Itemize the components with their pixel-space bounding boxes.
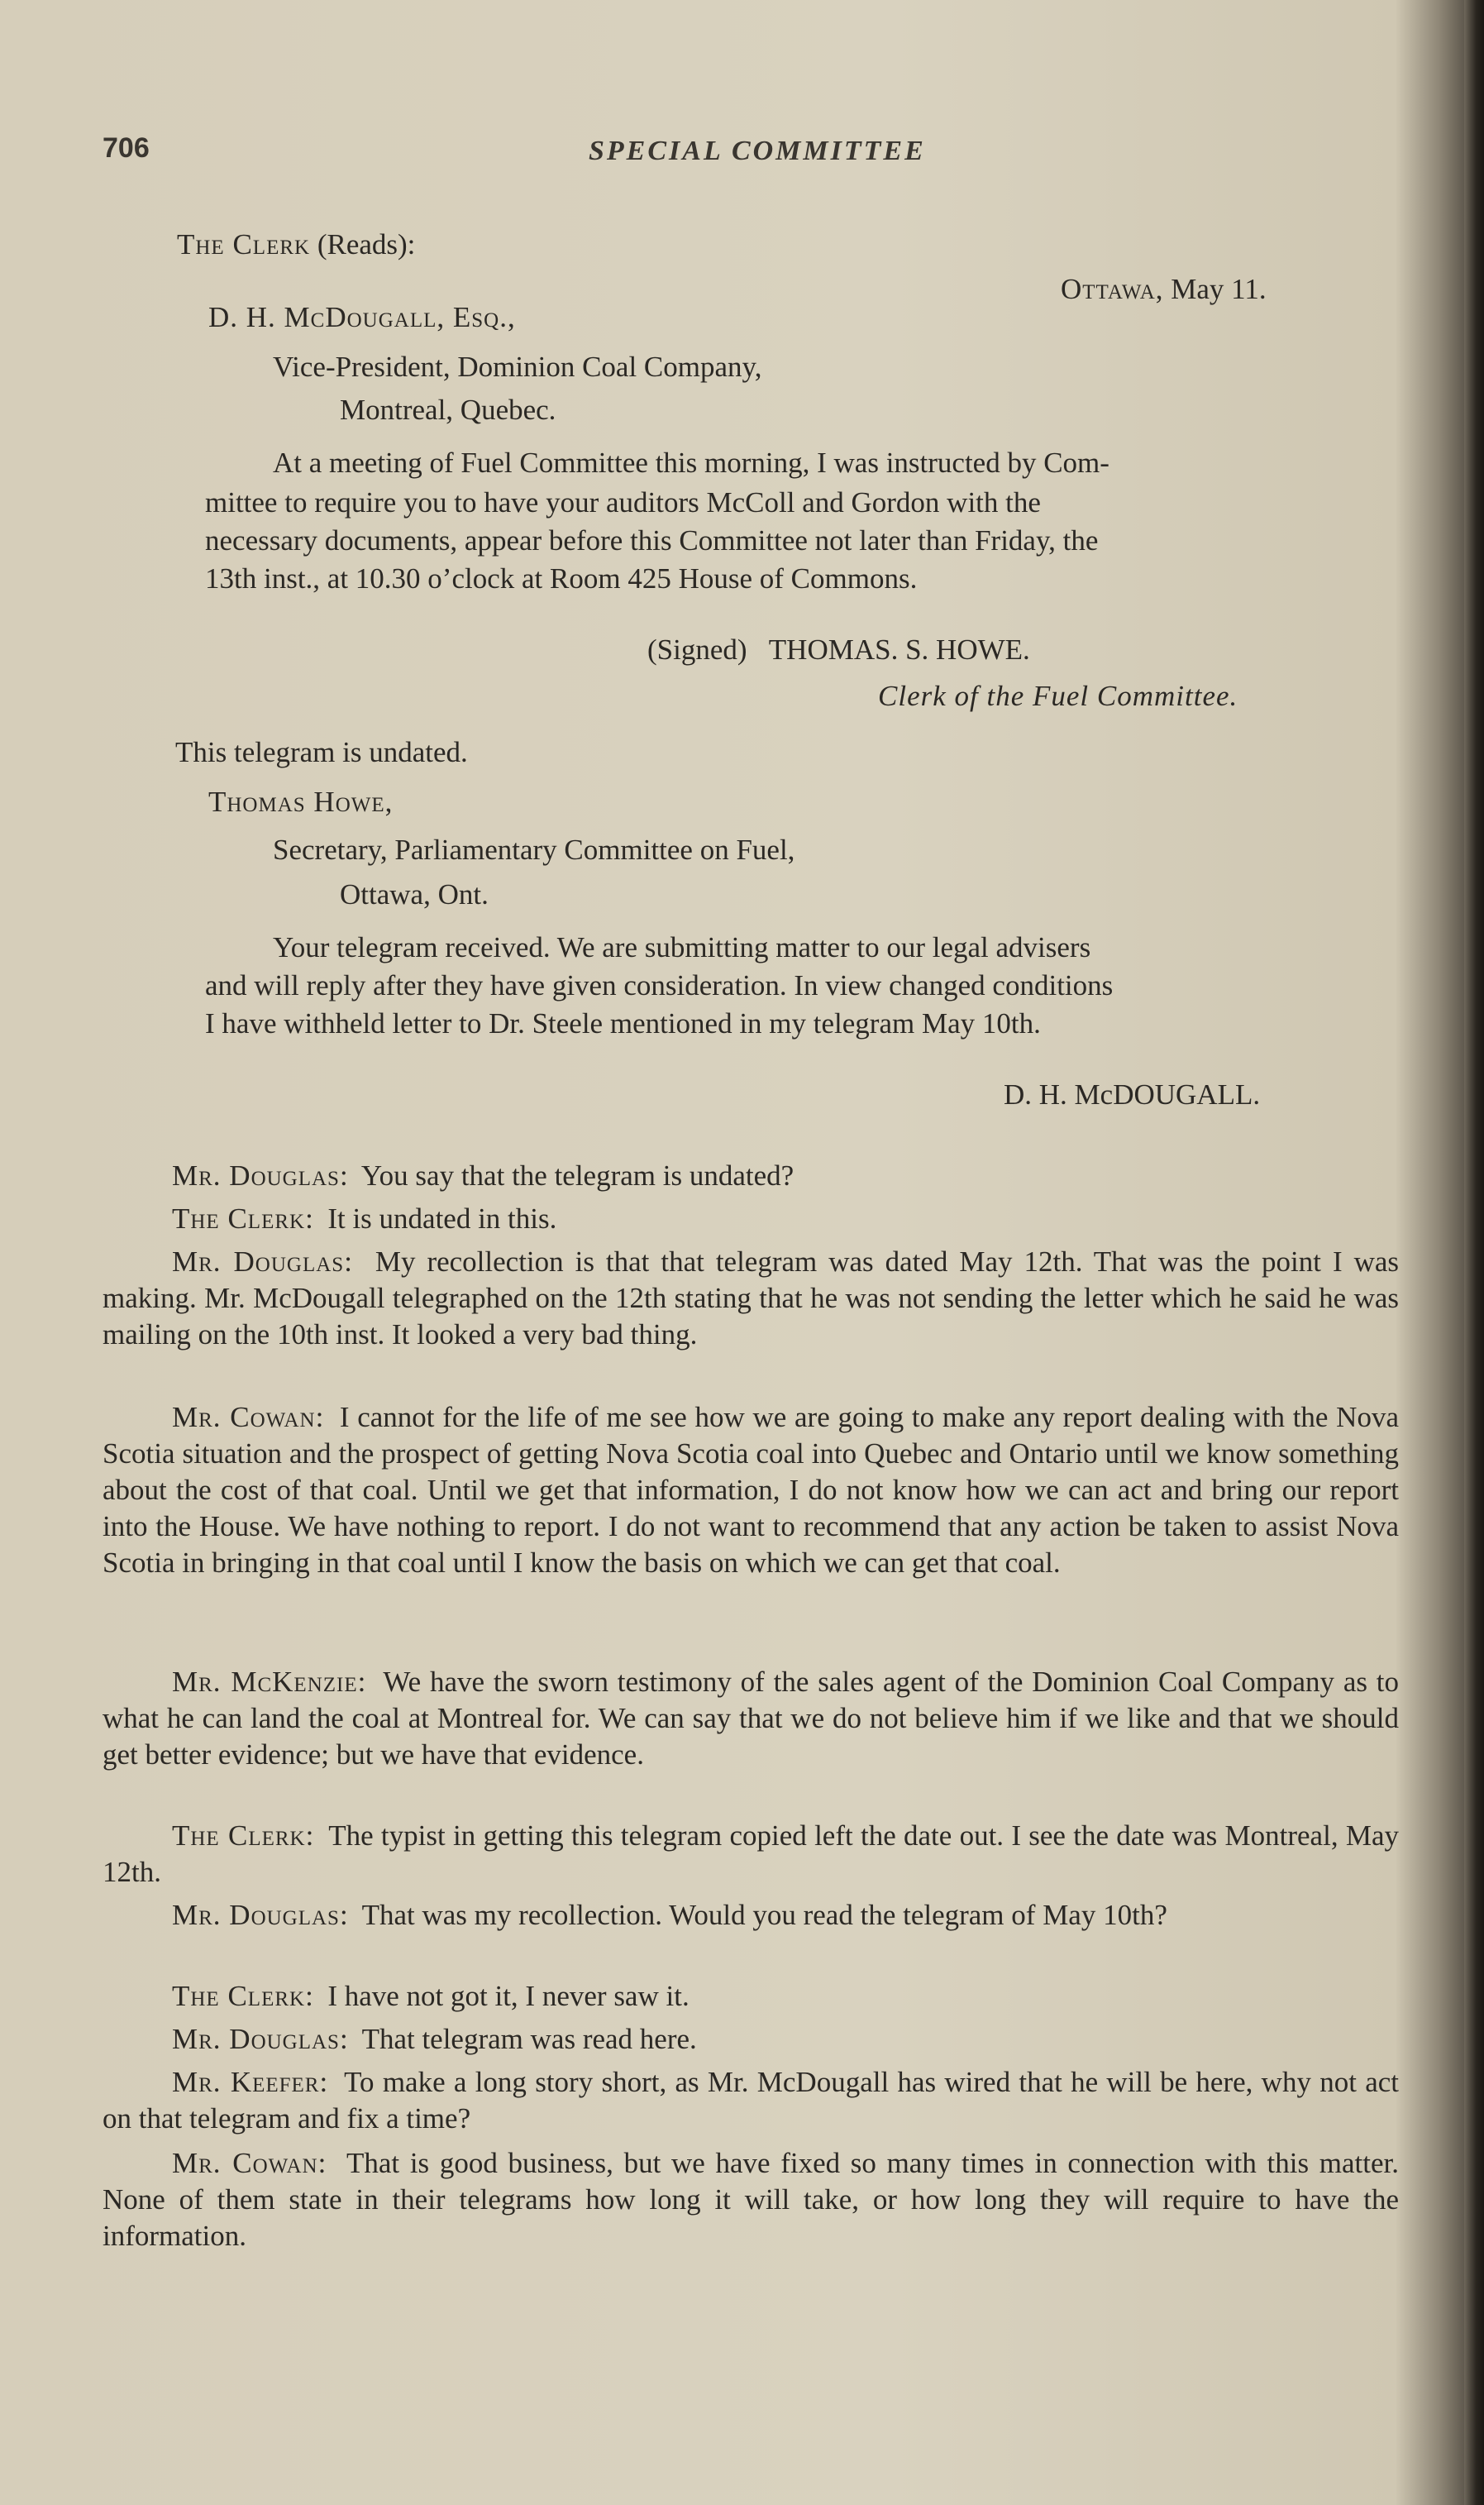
running-title: SPECIAL COMMITTEE bbox=[589, 136, 926, 166]
speaker-name: Mr. Keefer bbox=[172, 2066, 320, 2098]
speaker-name: The Clerk bbox=[177, 228, 311, 261]
dialogue-text: That was my recollection. Would you read the telegram of May 10th? bbox=[361, 1899, 1167, 1931]
dialogue-paragraph: The Clerk: It is undated in this. bbox=[172, 1202, 557, 1235]
dialogue-text: It is undated in this. bbox=[327, 1202, 557, 1235]
speaker-name: Mr. Douglas bbox=[172, 1245, 345, 1278]
letter-addressee-name: D. H. McDougall, Esq., bbox=[208, 301, 516, 333]
page-binding-edge bbox=[1464, 0, 1484, 2505]
dialogue-paragraph: Mr. Douglas: That was my recollection. Would you read the telegram of May 10th? bbox=[172, 1899, 1167, 1931]
dialogue-paragraph: Mr. Douglas: That telegram was read here. bbox=[172, 2023, 697, 2055]
dialogue-paragraph: Mr. Keefer: To make a long story short, as Mr. McDougall has wired that he will be here, why not act on that telegram and fix a time? bbox=[103, 2066, 1400, 2135]
signed-label: (Signed) bbox=[647, 633, 747, 666]
letter-place: Ottawa, bbox=[1061, 273, 1164, 305]
telegram-addressee-title: Secretary, Parliamentary Committee on Fuel, bbox=[273, 834, 795, 866]
letter-body-line: necessary documents, appear before this Committee not later than Friday, the bbox=[205, 524, 1099, 557]
dialogue-text: My recollection is that that telegram was dated May 12th. That was the point I was making. Mr. McDougall telegraphed on the 12th stating that he was not sending the letter which he said he was mailing on the 10th inst. It looked a very bad thing. bbox=[103, 1245, 1400, 1351]
telegram-body-line: I have withheld letter to Dr. Steele mentioned in my telegram May 10th. bbox=[205, 1007, 1041, 1040]
dialogue-paragraph: Mr. Douglas: You say that the telegram is undated? bbox=[172, 1159, 794, 1192]
letter-body-line: mittee to require you to have your auditors McColl and Gordon with the bbox=[205, 486, 1041, 519]
letter-addressee-city: Montreal, Quebec. bbox=[340, 394, 556, 426]
letter-body-line: At a meeting of Fuel Committee this morning, I was instructed by Com- bbox=[273, 447, 1109, 479]
dialogue-text: I cannot for the life of me see how we are going to make any report dealing with the Nova Scotia situation and the prospect of getting Nova Scotia coal into Quebec and Ontario until we know something about the cost of that coal. Until we get that information, I do not know how we can act and bring our report into the House. We have nothing to report. I do not want to recommend that any action be taken to assist Nova Scotia in bringing in that coal until I know the basis on which we can get that coal. bbox=[103, 1401, 1399, 1579]
signer-name: THOMAS. S. HOWE. bbox=[768, 633, 1030, 666]
speaker-name: Mr. Cowan bbox=[172, 1401, 316, 1433]
speaker-name: Mr. Douglas bbox=[172, 1899, 340, 1931]
telegram-body-line: Your telegram received. We are submitting matter to our legal advisers bbox=[273, 931, 1091, 963]
letter-date: May 11. bbox=[1163, 273, 1267, 305]
dialogue-text: We have the sworn testimony of the sales agent of the Dominion Coal Company as to what he can land the coal at Montreal for. We can say that we do not believe him if we like and that we should get better evidence; but we have that evidence. bbox=[103, 1666, 1400, 1771]
telegram-addressee-city: Ottawa, Ont. bbox=[340, 878, 489, 911]
speaker-name: Mr. Douglas bbox=[172, 1159, 340, 1192]
speaker-name: The Clerk bbox=[172, 1819, 306, 1852]
speaker-name: Mr. Douglas bbox=[172, 2023, 340, 2055]
letter-dateline bbox=[1061, 271, 1267, 308]
dialogue-paragraph: Mr. Douglas: My recollection is that that telegram was dated May 12th. That was the point I was making. Mr. McDougall telegraphed on the 12th stating that he was not sending the letter which he said he was mailing on the 10th inst. It looked a very bad thing. bbox=[103, 1245, 1400, 1351]
dialogue-text: The typist in getting this telegram copied left the date out. I see the date was Montreal, May 12th. bbox=[103, 1819, 1399, 1888]
speaker-name: The Clerk bbox=[172, 1980, 306, 2012]
dialogue-paragraph: The Clerk: The typist in getting this telegram copied left the date out. I see the date was Montreal, May 12th. bbox=[103, 1819, 1399, 1888]
dialogue-text: To make a long story short, as Mr. McDougall has wired that he will be here, why not act on that telegram and fix a time? bbox=[103, 2066, 1400, 2135]
speaker-name: Mr. McKenzie bbox=[172, 1666, 358, 1698]
intro-text: (Reads): bbox=[310, 228, 416, 261]
letter-addressee-title: Vice-President, Dominion Coal Company, bbox=[273, 351, 762, 383]
page-number: 706 bbox=[103, 132, 150, 164]
dialogue-text: That telegram was read here. bbox=[361, 2023, 697, 2055]
dialogue-text: You say that the telegram is undated? bbox=[360, 1159, 794, 1192]
signature-line bbox=[647, 632, 1030, 668]
dialogue-paragraph: Mr. McKenzie: We have the sworn testimony of the sales agent of the Dominion Coal Company as to what he can land the coal at Montreal for. We can say that we do not believe him if we like and that we should get better evidence; but we have that evidence. bbox=[103, 1666, 1400, 1771]
speaker-name: Mr. Cowan bbox=[172, 2147, 318, 2179]
dialogue-text: That is good business, but we have fixed so many times in connection with this matter. None of them state in their telegrams how long it will take, or how long they will require to have the information. bbox=[103, 2147, 1399, 2252]
telegram-addressee-name: Thomas Howe, bbox=[208, 786, 394, 818]
signer-title: Clerk of the Fuel Committee. bbox=[878, 680, 1238, 712]
dialogue-text: I have not got it, I never saw it. bbox=[327, 1980, 690, 2012]
clerk-reads-line bbox=[177, 227, 415, 263]
speaker-name: The Clerk bbox=[172, 1202, 306, 1235]
undated-note: This telegram is undated. bbox=[175, 736, 468, 768]
dialogue-paragraph: The Clerk: I have not got it, I never saw it. bbox=[172, 1980, 690, 2012]
telegram-body-line: and will reply after they have given consideration. In view changed conditions bbox=[205, 969, 1114, 1002]
dialogue-paragraph: Mr. Cowan: That is good business, but we have fixed so many times in connection with this matter. None of them state in their telegrams how long it will take, or how long they will require to have the information. bbox=[103, 2147, 1399, 2252]
telegram-signer: D. H. McDOUGALL. bbox=[1004, 1078, 1261, 1111]
letter-body-line: 13th inst., at 10.30 o’clock at Room 425 House of Commons. bbox=[205, 562, 918, 595]
dialogue-paragraph: Mr. Cowan: I cannot for the life of me see how we are going to make any report dealing with the Nova Scotia situation and the prospect of getting Nova Scotia coal into Quebec and Ontario until we know something about the cost of that coal. Until we get that information, I do not know how we can act and bring our report into the House. We have nothing to report. I do not want to recommend that any action be taken to assist Nova Scotia in bringing in that coal until I know the basis on which we can get that coal. bbox=[103, 1401, 1399, 1579]
